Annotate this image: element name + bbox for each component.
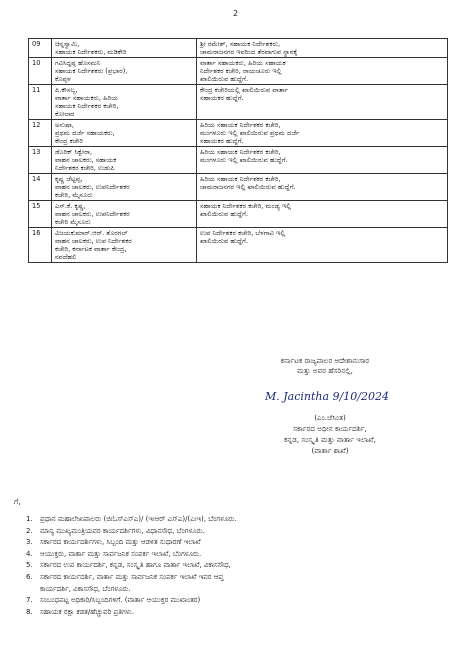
table-row — [29, 58, 448, 85]
employee-line: ಕಚೇರಿ ಮೈಸೂರು — [55, 218, 91, 226]
posting-line: ಶ್ರೀ ರಮೇಶ್, ಸಹಾಯಕ ನಿರ್ದೇಶಕರು, — [200, 40, 281, 48]
employee-line: ಕೊಪ್ಪಳ — [55, 75, 71, 83]
list-item-text: ಸರ್ಕಾರದ ಕಾರ್ಯದರ್ಶಿಗಳು, ಸಿಬ್ಬಂದಿ ಮತ್ತು ಆಡಳಿತ ಸುಧಾರಣೆ ಇಲಾಖೆ — [40, 538, 201, 547]
list-item-text: ಮಾನ್ಯ ಮುಖ್ಯಮಂತ್ರಿಯವರ ಕಾರ್ಯದರ್ಶಿಗಳು, ವಿಧಾನಸೌಧ, ಬೆಂಗಳೂರು. — [40, 526, 205, 535]
serial-number: 15 — [29, 201, 52, 228]
posting-line: ಚಾಮರಾಜನಗರ ಇಲ್ಲಿ ಖಾಲಿಯಿರುವ ಹುದ್ದೆಗೆ. — [200, 183, 296, 191]
posting-line: ಹಿರಿಯ ಸಹಾಯಕ ನಿರ್ದೇಶಕರ ಕಚೇರಿ, — [200, 148, 281, 156]
employee-line: ವಾಹನ ಚಾಲಕರು, ಸಹಾಯಕ — [55, 156, 117, 164]
employee-line: ವಾಹನ ಚಾಲಕರು, ಉಪನಿರ್ದೇಶಕರ — [55, 210, 130, 218]
list-item-number: 5. — [26, 561, 33, 570]
list-item — [26, 572, 456, 584]
employee-cell — [52, 147, 197, 174]
signatory-name: (ಎಂ.ಜೆಸಿಂತ) — [314, 413, 346, 422]
order-line-2: ಮತ್ತು ಅವರ ಹೆಸರಿನಲ್ಲಿ, — [297, 366, 353, 375]
serial-number: 09 — [29, 39, 52, 58]
posting-cell — [197, 201, 448, 228]
list-item-number — [26, 584, 40, 596]
posting-line: ಸಹಾಯಕ ನಿರ್ದೇಶಕರ ಕಚೇರಿ, ಮಂಡ್ಯ ಇಲ್ಲಿ — [200, 202, 292, 210]
signatory-block — [210, 412, 450, 456]
employee-line: ವಾಹನ ಚಾಲಕರು, ಉಪನಿರ್ದೇಶಕರ — [55, 183, 130, 191]
posting-line: ನಿರ್ದೇಶಕರ ಕಚೇರಿ, ರಾಯಚೂರು ಇಲ್ಲಿ — [200, 67, 282, 75]
posting-cell — [197, 228, 448, 263]
list-item-number: 8. — [26, 607, 33, 616]
posting-cell — [197, 58, 448, 85]
employee-line: ಪ್ರಥಮ ದರ್ಜೆ ಸಹಾಯಕರು, — [55, 129, 115, 137]
table-row — [29, 39, 448, 58]
list-item — [26, 607, 456, 619]
table-row — [29, 174, 448, 201]
posting-line: ಸಹಾಯಕರ ಹುದ್ದೆಗೆ. — [200, 137, 244, 145]
page-number: 2 — [232, 9, 239, 18]
employee-line: ಸಹಾಯಕ ನಿರ್ದೇಶಕರು (ಪ್ರಭಾರ), — [55, 67, 128, 75]
table-row — [29, 201, 448, 228]
posting-line: ವಾರ್ತಾ ಸಹಾಯಕರು, ಹಿರಿಯ ಸಹಾಯಕ — [200, 59, 286, 67]
list-item-number: 1. — [26, 515, 33, 523]
employee-line: ನವದೆಹಲಿ — [55, 253, 77, 261]
list-item-text: ಸಂಬಂಧಪಟ್ಟ ಅಧಿಕಾರಿ/ಸಿಬ್ಬಂದಿಗಳಿಗೆ. (ವಾರ್ತಾ ಆಯುಕ್ತರ ಮುಖಾಂತರ) — [40, 596, 201, 605]
employee-cell — [52, 228, 197, 263]
employee-cell — [52, 39, 197, 58]
posting-line: ಮಂಗಳೂರು ಇಲ್ಲಿ ಖಾಲಿಯಿರುವ ಪ್ರಥಮ ದರ್ಜೆ — [200, 129, 300, 137]
posting-line: ಹಿರಿಯ ಸಹಾಯಕ ನಿರ್ದೇಶಕರ ಕಚೇರಿ, — [200, 121, 281, 129]
list-item — [26, 560, 456, 572]
employee-cell — [52, 174, 197, 201]
serial-number: 14 — [29, 174, 52, 201]
posting-cell — [197, 174, 448, 201]
list-item-number: 6. — [26, 572, 33, 581]
employee-line: ಕೇಂದ್ರ ಕಚೇರಿ — [55, 137, 83, 145]
employee-line: ಡೊರಿಕ್ ಸಿಕ್ವೇರಾ, — [55, 148, 93, 156]
list-item-text: ಪ್ರಧಾನ ಮಹಾಲೇಖಪಾಲರು (ಜಿಃಓಸ್ಎಸ್ಎ)/ (ಇಃಆರ್ ಎಸ್ಎ)/(ಎಃಇ), ಬೆಂಗಳೂರು. — [40, 515, 237, 523]
list-item — [26, 595, 456, 607]
employee-line: ಕೃಷ್ಣ ಜೆಟ್ಟಪ್ಪ, — [55, 175, 83, 183]
list-item-number: 4. — [26, 549, 33, 558]
posting-line: ಚಾಮರಾಜನಗರ ಇವರಿಂದ ತೆರವಾಗುವ ಸ್ಥಾನಕ್ಕೆ — [200, 48, 298, 56]
employee-line: ವಾರ್ತಾ ಸಹಾಯಕರು, ಹಿರಿಯ — [55, 94, 119, 102]
posting-cell — [197, 147, 448, 174]
list-item-text: ಕಾರ್ಯದರ್ಶಿ, ವಿಕಾಸಸೌಧ, ಬೆಂಗಳೂರು. — [40, 584, 131, 593]
list-item — [26, 537, 456, 549]
posting-cell — [197, 120, 448, 147]
signatory-title-3: (ವಾರ್ತಾ ಶಾಖೆ) — [311, 446, 349, 455]
serial-number: 11 — [29, 85, 52, 120]
employee-line: ವಾಹನ ಚಾಲಕರು, ಉಪ ನಿರ್ದೇಶಕರ — [55, 237, 132, 245]
employee-line: ಗವಿಸಿದ್ದಪ್ಪ ಹೊಸಮನಿ — [55, 59, 101, 67]
employee-line: ಕಚೇರಿ, ಕರ್ನಾಟಕ ವಾರ್ತಾ ಕೇಂದ್ರ, — [55, 245, 127, 253]
employee-line: ವಿಜಯಕುಮಾರ್.ಆರ್. ತೊರಗಲ್ — [55, 229, 128, 237]
copy-to-list — [26, 514, 456, 618]
employee-line: ಎಸ್.ಕೆ. ಕೃಷ್ಣ, — [55, 202, 86, 210]
list-item — [26, 549, 456, 561]
employee-line: ಚಿನ್ನಸ್ವಾಮಿ, — [55, 40, 80, 48]
posting-line: ಖಾಲಿಯಿರುವ ಹುದ್ದೆಗೆ. — [200, 210, 249, 218]
employee-cell — [52, 120, 197, 147]
list-item-text: ಸರ್ಕಾರದ ಉಪ ಕಾರ್ಯದರ್ಶಿ, ಕನ್ನಡ, ಸಂಸ್ಕೃತಿ ಹಾಗೂ ವಾರ್ತಾ ಇಲಾಖೆ, ವಿಕಾಸಸೌಧ, — [40, 561, 231, 570]
list-item-text: ಸರ್ಕಾರದ ಕಾರ್ಯದರ್ಶಿ, ವಾರ್ತಾ ಮತ್ತು ಸಾರ್ವಜನಿಕ ಸಂಪರ್ಕ ಇಲಾಖೆ ಇವರ ಆಪ್ತ — [40, 572, 224, 581]
employee-line: ಸಹಾಯಕ ನಿರ್ದೇಶಕರ ಕಚೇರಿ, — [55, 102, 119, 110]
employee-line: ನಿರ್ದೇಶಕರ ಕಚೇರಿ, ಉಡುಪಿ — [55, 164, 115, 172]
posting-line: ಉಪ ನಿರ್ದೇಶಕರ ಕಚೇರಿ, ಬೆಳಗಾವಿ ಇಲ್ಲಿ — [200, 229, 286, 237]
posting-cell — [197, 39, 448, 58]
employee-line: ಕಚೇರಿ, ಮೈಸೂರು — [55, 191, 93, 199]
list-item — [26, 584, 456, 596]
posting-line: ಸಹಾಯಕರ ಹುದ್ದೆಗೆ. — [200, 94, 244, 102]
copy-to-label: ಗೆ, — [14, 497, 21, 506]
posting-line: ಮಂಗಳೂರು ಇಲ್ಲಿ ಖಾಲಿಯಿರುವ ಹುದ್ದೆಗೆ. — [200, 156, 288, 164]
employee-line: ಕೋಲಾರ — [55, 110, 75, 118]
table-row — [29, 228, 448, 263]
table-row — [29, 85, 448, 120]
table-row — [29, 147, 448, 174]
serial-number: 13 — [29, 147, 52, 174]
list-item-number: 3. — [26, 538, 33, 547]
employee-cell — [52, 58, 197, 85]
signatory-title-1: ಸರ್ಕಾರದ ಅಧೀನ ಕಾರ್ಯದರ್ಶಿ, — [293, 424, 367, 433]
employee-cell — [52, 201, 197, 228]
serial-number: 10 — [29, 58, 52, 85]
order-line-1: ಕರ್ನಾಟಕ ರಾಜ್ಯಪಾಲರ ಆದೇಶಾನುಸಾರ — [280, 356, 370, 365]
list-item-number: 7. — [26, 596, 33, 605]
posting-line: ಹಿರಿಯ ಸಹಾಯಕ ನಿರ್ದೇಶಕರ ಕಚೇರಿ, — [200, 175, 281, 183]
order-authority — [200, 356, 450, 376]
posting-line: ಖಾಲಿಯಿರುವ ಹುದ್ದೆಗೆ. — [200, 75, 249, 83]
posting-line: ಕೇಂದ್ರ ಕಚೇರಿಯಲ್ಲಿ ಖಾಲಿಯಿರುವ ವಾರ್ತಾ — [200, 86, 289, 94]
serial-number: 12 — [29, 120, 52, 147]
posting-cell — [197, 85, 448, 120]
employee-line: ಸಹಾಯಕ ನಿರ್ದೇಶಕರು, ಮಡಿಕೇರಿ — [55, 48, 127, 56]
employee-line: ಪಿ.ಕೌಸಲ್ಯ, — [55, 86, 78, 94]
list-item — [26, 514, 456, 526]
list-item-text: ಸಹಾಯಕ ರಕ್ಷಾ ಕಡತ/ಹೆಚ್ಚುವರಿ ಪ್ರತಿಗಳು. — [40, 607, 135, 616]
employee-cell — [52, 85, 197, 120]
table-row — [29, 120, 448, 147]
serial-number: 16 — [29, 228, 52, 263]
list-item — [26, 526, 456, 538]
list-item-text: ಆಯುಕ್ತರು, ವಾರ್ತಾ ಮತ್ತು ಸಾರ್ವಜನಿಕ ಸಂಪರ್ಕ ಇಲಾಖೆ, ಬೆಂಗಳೂರು. — [40, 549, 202, 558]
signatory-title-2: ಕನ್ನಡ, ಸಂಸ್ಕೃತಿ ಮತ್ತು ವಾರ್ತಾ ಇಲಾಖೆ, — [284, 435, 376, 444]
transfer-table — [28, 38, 448, 263]
posting-line: ಖಾಲಿಯಿರುವ ಹುದ್ದೆಗೆ. — [200, 237, 249, 245]
handwritten-signature: M. Jacintha 9/10/2024 — [265, 390, 389, 403]
employee-line: ಅನುಷಾ, — [55, 121, 75, 129]
list-item-number: 2. — [26, 526, 33, 535]
